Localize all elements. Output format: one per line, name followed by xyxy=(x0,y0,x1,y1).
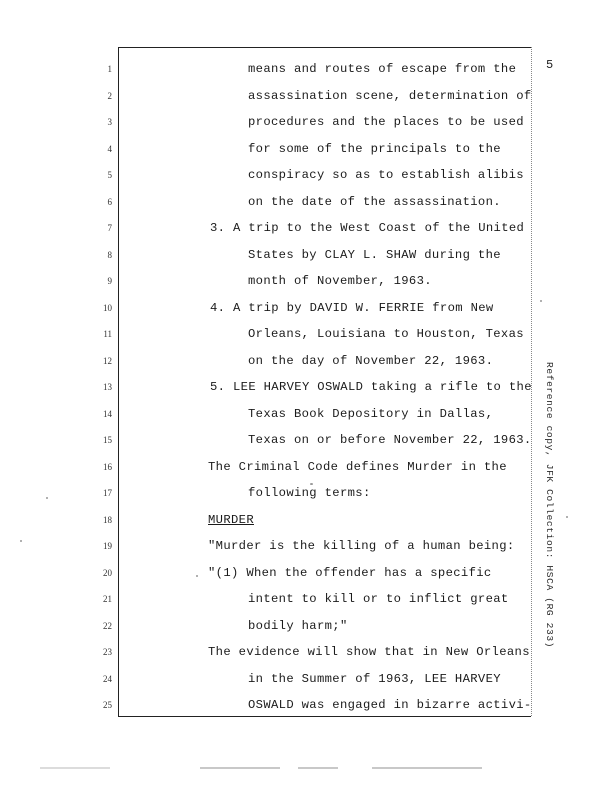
line-number: 4 xyxy=(107,143,112,154)
line-number: 1 xyxy=(107,64,112,74)
line-number: 16 xyxy=(103,461,112,472)
scan-artifact xyxy=(540,300,542,302)
transcript-line: following terms: xyxy=(248,486,371,500)
scan-artifact xyxy=(310,483,313,485)
line-number: 7 xyxy=(107,223,112,233)
transcript-line: bodily harm;" xyxy=(248,618,348,633)
transcript-line: "Murder is the killing of a human being: xyxy=(208,539,515,553)
line-number: 12 xyxy=(103,355,112,366)
line-number: 2 xyxy=(107,90,112,101)
line-number: 22 xyxy=(103,620,112,631)
transcript-line: Texas Book Depository in Dallas, xyxy=(248,406,494,421)
transcript-line: on the date of the assassination. xyxy=(248,194,501,209)
archive-reference-stamp: Reference copy, JFK Collection: HSCA (RG 233) xyxy=(544,362,555,649)
line-number: 3 xyxy=(107,117,112,127)
transcript-line: means and routes of escape from the xyxy=(248,62,517,76)
transcript-line: 4. A trip by DAVID W. FERRIE from New xyxy=(210,300,494,315)
transcript-line: 5. LEE HARVEY OSWALD taking a rifle to the xyxy=(210,380,532,394)
scan-artifact xyxy=(20,540,22,542)
scan-artifact xyxy=(196,575,198,577)
transcript-line: for some of the principals to the xyxy=(248,141,501,156)
section-heading: MURDER xyxy=(208,512,254,527)
transcript-line: on the day of November 22, 1963. xyxy=(248,353,494,368)
scan-artifact xyxy=(372,767,482,769)
transcript-line: assassination scene, determination of xyxy=(248,88,532,103)
line-number: 18 xyxy=(103,514,112,525)
line-number: 8 xyxy=(107,249,112,260)
line-number: 9 xyxy=(107,276,112,286)
scan-artifact xyxy=(46,497,48,499)
transcript-line: The evidence will show that in New Orleans xyxy=(208,645,530,659)
line-number: 17 xyxy=(103,488,112,498)
line-number: 20 xyxy=(103,567,112,578)
scan-artifact xyxy=(40,767,110,769)
line-number: 14 xyxy=(103,408,112,419)
line-number: 15 xyxy=(103,435,112,445)
page-frame-left xyxy=(118,47,119,716)
line-number: 21 xyxy=(103,594,112,604)
page-frame-bottom xyxy=(118,716,531,717)
line-number: 13 xyxy=(103,382,112,392)
transcript-line: conspiracy so as to establish alibis xyxy=(248,168,524,182)
scan-artifact xyxy=(200,767,280,769)
transcript-line: "(1) When the offender has a specific xyxy=(208,565,492,580)
scan-artifact xyxy=(566,516,568,518)
transcript-line: The Criminal Code defines Murder in the xyxy=(208,459,507,474)
line-number: 19 xyxy=(103,541,112,551)
page-number: 5 xyxy=(546,58,554,72)
line-number: 6 xyxy=(107,196,112,207)
transcript-line: States by CLAY L. SHAW during the xyxy=(248,247,501,262)
line-number: 11 xyxy=(103,329,112,339)
transcript-line: procedures and the places to be used xyxy=(248,115,524,129)
page-frame-top xyxy=(118,47,531,48)
transcript-line: 3. A trip to the West Coast of the United xyxy=(210,221,525,235)
line-number: 10 xyxy=(103,302,112,313)
line-number: 23 xyxy=(103,647,112,657)
transcript-line: in the Summer of 1963, LEE HARVEY xyxy=(248,671,501,686)
scan-artifact xyxy=(298,767,338,769)
transcript-line: month of November, 1963. xyxy=(248,274,432,288)
transcript-line: OSWALD was engaged in bizarre activi- xyxy=(248,698,532,712)
line-number: 24 xyxy=(103,673,112,684)
line-number: 5 xyxy=(107,170,112,180)
transcript-line: Orleans, Louisiana to Houston, Texas xyxy=(248,327,524,341)
transcript-line: Texas on or before November 22, 1963. xyxy=(248,433,532,447)
line-number: 25 xyxy=(103,700,112,710)
transcript-line: intent to kill or to inflict great xyxy=(248,592,509,606)
